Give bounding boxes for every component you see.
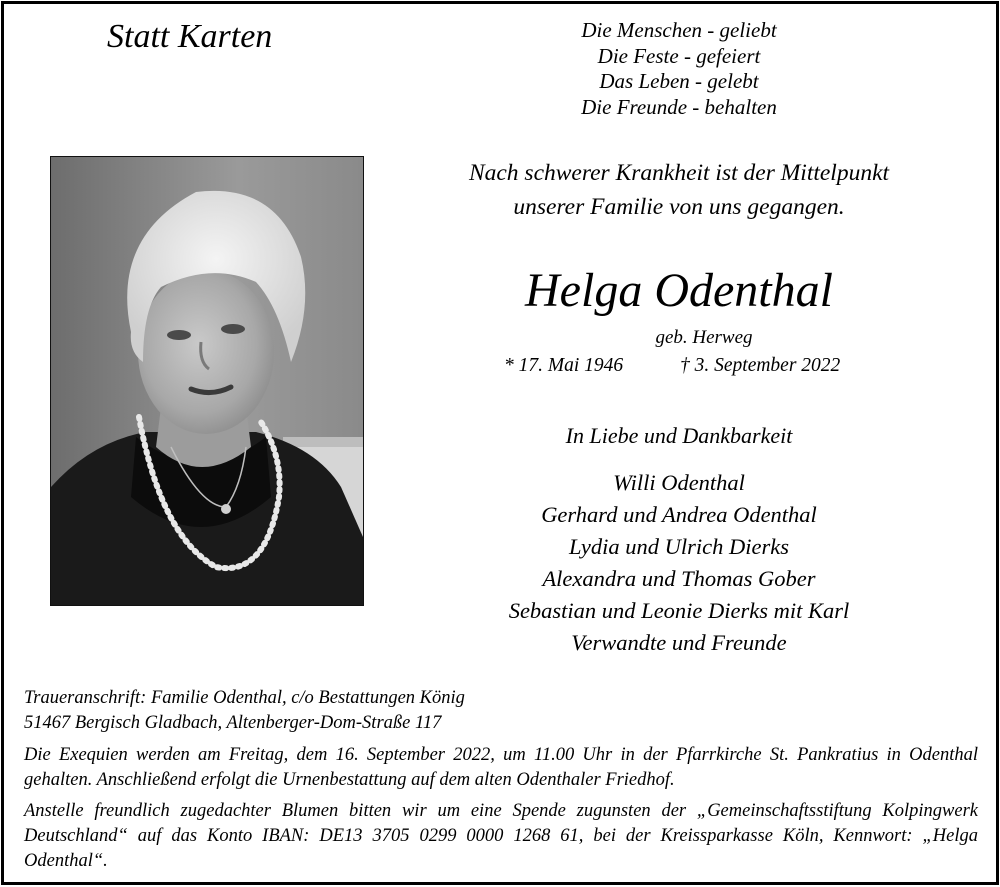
- mourner-name: Lydia und Ulrich Dierks: [569, 534, 789, 559]
- funeral-service-text: Die Exequien werden am Freitag, dem 16. September 2022, um 11.00 Uhr in der Pfarrkirche St. Pankratius in Odenthal gehalten. Anschließend erfolgt die Urnenbestattung auf dem alten Odenthaler Friedhof.: [24, 745, 978, 790]
- mourner-name: Alexandra und Thomas Gober: [542, 566, 816, 591]
- birth-date: * 17. Mai 1946: [504, 355, 624, 376]
- address-line: 51467 Bergisch Gladbach, Altenberger-Dom-Straße 117: [24, 713, 442, 733]
- mourner-name: Verwandte und Freunde: [571, 630, 787, 655]
- intro-line: Nach schwerer Krankheit ist der Mittelpunkt: [468, 160, 890, 186]
- address-line: Traueranschrift: Familie Odenthal, c/o Bestattungen König: [24, 688, 465, 708]
- donation-text: Anstelle freundlich zugedachter Blumen bitten wir um eine Spende zugunsten der „Gemeinschaftsstiftung Kolpingwerk Deutschland“ auf das Konto IBAN: DE13 3705 0299 0000 1268 61, bei der Kreissparkasse Köln, Kennwort: „Helga Odenthal“.: [24, 801, 978, 871]
- poem-line: Die Menschen - geliebt: [581, 18, 777, 42]
- deceased-name: Helga Odenthal: [525, 264, 833, 317]
- intro-line: unserer Familie von uns gegangen.: [513, 194, 845, 220]
- mourner-name: Willi Odenthal: [613, 470, 745, 495]
- poem-line: Die Feste - gefeiert: [597, 43, 761, 68]
- poem-line: Die Freunde - behalten: [581, 94, 777, 119]
- portrait-photo: [50, 156, 364, 606]
- maiden-name: geb. Herweg: [655, 327, 753, 348]
- poem-line: Das Leben - gelebt: [599, 69, 759, 93]
- mourner-list: [389, 467, 969, 659]
- mourner-name: Sebastian und Leonie Dierks mit Karl: [508, 598, 850, 623]
- obituary-card: [1, 1, 999, 885]
- mourner-name: Gerhard und Andrea Odenthal: [541, 502, 817, 527]
- statt-karten-heading: Statt Karten: [107, 18, 273, 55]
- death-date: † 3. September 2022: [680, 355, 841, 376]
- poem: [524, 18, 834, 120]
- intro-text: [389, 156, 969, 224]
- gratitude-line: In Liebe und Dankbarkeit: [565, 423, 793, 448]
- portrait-illustration: [51, 157, 363, 605]
- mourning-address: [24, 686, 984, 736]
